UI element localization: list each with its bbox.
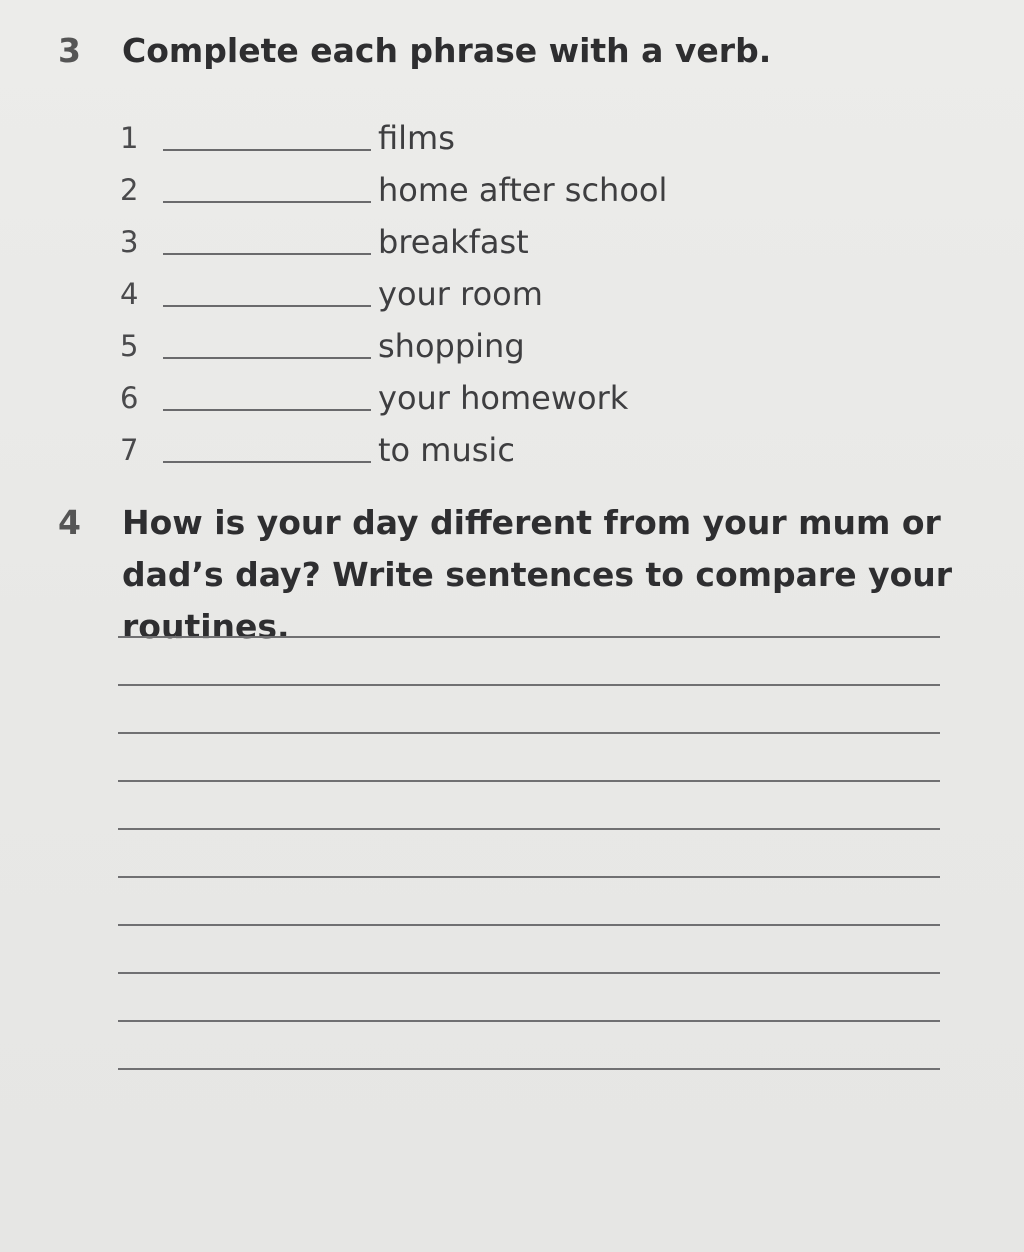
answer-line[interactable]: [118, 1020, 940, 1068]
answer-line[interactable]: [118, 876, 940, 924]
answer-blank[interactable]: [163, 409, 371, 411]
phrase-item: [0, 320, 1024, 372]
answer-line[interactable]: [118, 1068, 940, 1116]
phrase-item: [0, 372, 1024, 424]
phrase-text: your homework: [378, 379, 629, 417]
answer-blank[interactable]: [163, 357, 371, 359]
answer-blank[interactable]: [163, 253, 371, 255]
phrase-number: 6: [120, 381, 139, 415]
answer-line[interactable]: [118, 684, 940, 732]
exercise-number: 3: [58, 31, 81, 70]
phrase-item: [0, 216, 1024, 268]
answer-blank[interactable]: [163, 305, 371, 307]
phrase-number: 7: [120, 433, 139, 467]
answer-line[interactable]: [118, 732, 940, 780]
phrase-number: 1: [120, 121, 139, 155]
answer-blank[interactable]: [163, 461, 371, 463]
answer-blank[interactable]: [163, 201, 371, 203]
phrase-text: to music: [378, 431, 515, 469]
phrase-item: [0, 268, 1024, 320]
phrase-number: 2: [120, 173, 139, 207]
exercise-instruction: How is your day different from your mum or dad’s day? Write sentences to compare your routines.: [122, 503, 953, 646]
phrase-text: your room: [378, 275, 543, 313]
answer-line[interactable]: [118, 924, 940, 972]
phrase-list: [0, 112, 1024, 476]
answer-line[interactable]: [118, 828, 940, 876]
answer-line[interactable]: [118, 636, 940, 684]
exercise-number: 4: [58, 503, 81, 542]
phrase-text: home after school: [378, 171, 668, 209]
phrase-number: 4: [120, 277, 139, 311]
answer-line[interactable]: [118, 780, 940, 828]
answer-lines: [118, 636, 940, 1116]
answer-blank[interactable]: [163, 149, 371, 151]
phrase-number: 3: [120, 225, 139, 259]
phrase-text: breakfast: [378, 223, 529, 261]
phrase-text: shopping: [378, 327, 525, 365]
answer-line[interactable]: [118, 972, 940, 1020]
exercise-instruction: Complete each phrase with a verb.: [122, 31, 772, 70]
phrase-item: [0, 424, 1024, 476]
phrase-number: 5: [120, 329, 139, 363]
phrase-item: [0, 112, 1024, 164]
phrase-text: films: [378, 119, 455, 157]
phrase-item: [0, 164, 1024, 216]
